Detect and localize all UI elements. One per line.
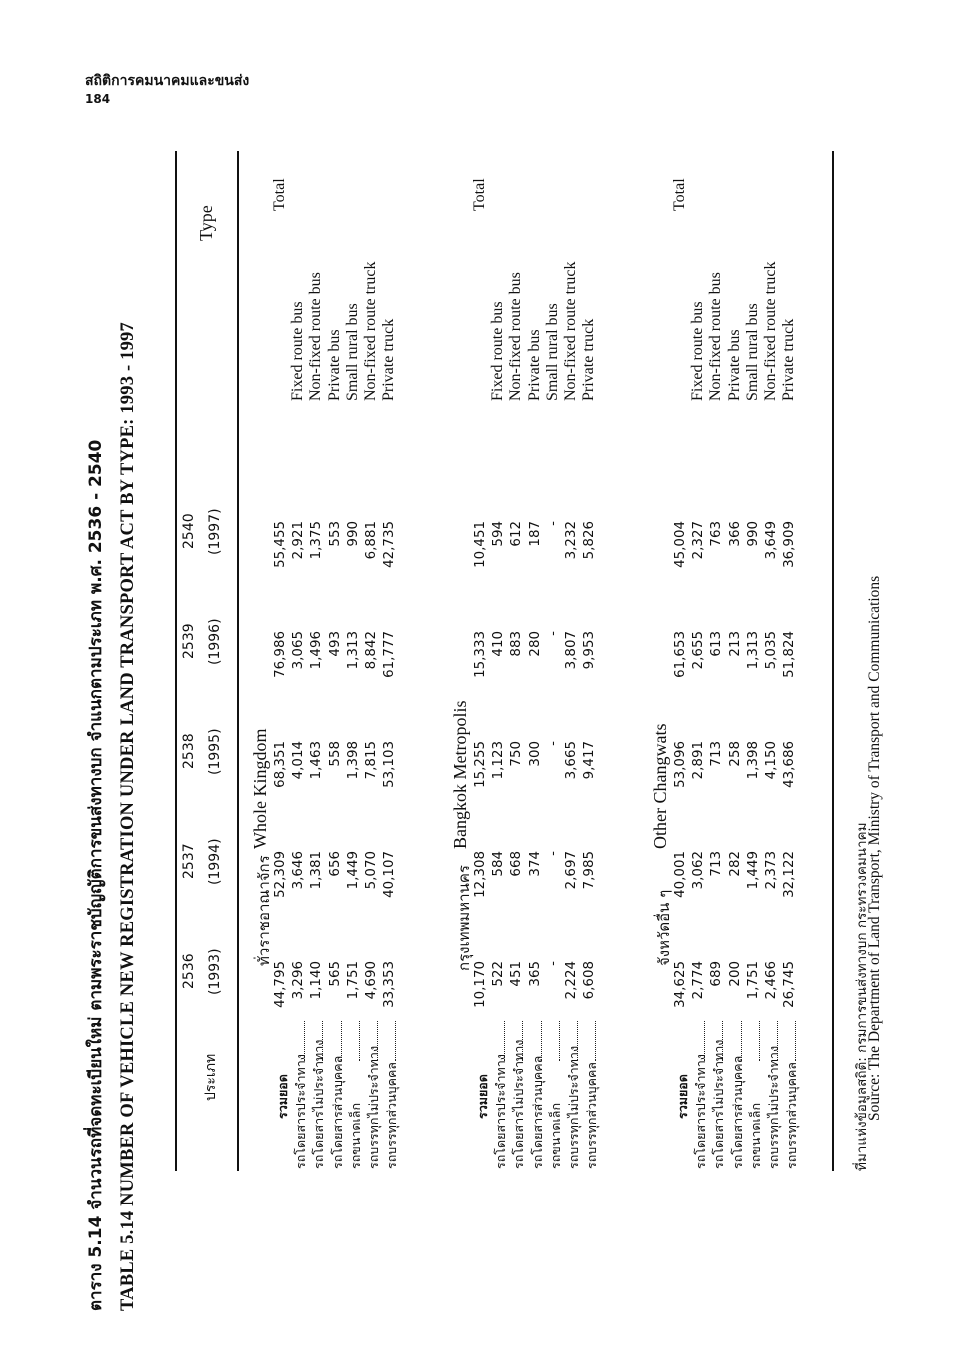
table-cell: 1,313 [345, 631, 361, 670]
leader-dots [395, 1021, 396, 1061]
table-cell: 2,327 [691, 521, 707, 560]
year-header-th: 2540 [181, 513, 197, 549]
row-label-english: Total [471, 178, 488, 211]
row-label-english: Total [271, 178, 288, 211]
table-cell: 366 [727, 521, 743, 547]
column-header-thai-type: ประเภท [203, 1053, 219, 1101]
leader-dots [759, 1021, 760, 1061]
table-cell: - [545, 631, 561, 636]
row-label-thai: รถบรรทุกไม่ประจำทาง [566, 1045, 581, 1169]
table-cell: 213 [727, 631, 743, 657]
table-cell: 8,842 [364, 631, 379, 670]
table-cell: 76,986 [273, 631, 288, 678]
table-cell: 451 [509, 961, 525, 987]
row-label-english: Non-fixed route bus [307, 272, 325, 401]
table-cell: 15,333 [473, 631, 488, 678]
row-label-english: Private bus [725, 329, 743, 401]
table-cell: 40,001 [673, 851, 688, 898]
column-header-english-type: Type [196, 205, 216, 241]
table-cell: 5,070 [364, 851, 379, 890]
leader-dots [795, 1021, 796, 1061]
row-label-thai: รถบรรทุกส่วนบุคคล [384, 1062, 400, 1169]
table-cell: 4,150 [764, 741, 779, 780]
table-cell: 61,777 [382, 631, 398, 678]
row-label-english: Non-fixed route truck [762, 261, 779, 401]
row-label-thai: รวมยอด [275, 1074, 290, 1119]
table-cell: 68,351 [273, 741, 288, 788]
table-cell: 1,751 [345, 961, 361, 1000]
row-label-english: Total [671, 178, 688, 211]
table-cell: 689 [709, 961, 725, 987]
leader-dots [341, 1021, 342, 1061]
table-cell: 2,373 [764, 851, 779, 890]
table-cell: 282 [727, 851, 743, 877]
row-label-english: Small rural bus [343, 303, 361, 401]
table-top-rule [175, 151, 177, 1171]
table-cell: 3,646 [291, 851, 307, 890]
table-bottom-rule [832, 151, 834, 1171]
table-cell: 53,096 [673, 741, 688, 788]
table-cell: 2,466 [764, 961, 779, 1000]
year-header-en: (1994) [207, 838, 223, 885]
table-cell: 1,751 [745, 961, 761, 1000]
table-cell: 1,375 [309, 521, 325, 560]
table-cell: 1,449 [345, 851, 361, 890]
table-cell: 1,463 [309, 741, 325, 780]
year-header-en: (1996) [207, 618, 223, 665]
table-title-thai: ตาราง 5.14 จำนวนรถที่จดทะเบียนใหม่ ตามพระราชบัญญัติการขนส่งทางบก จำแนกตามประเภท พ.ศ. 2536 - 2540 [86, 439, 106, 1311]
table-cell: 565 [327, 961, 343, 987]
row-label-thai: รถบรรทุกไม่ประจำทาง [366, 1045, 381, 1169]
row-label-english: Non-fixed route bus [707, 272, 725, 401]
table-cell: 52,309 [273, 851, 288, 898]
row-label-english: Fixed route bus [689, 301, 707, 401]
table-cell: 2,921 [291, 521, 307, 560]
table-cell: 40,107 [382, 851, 398, 898]
table-cell: 1,381 [309, 851, 325, 890]
table-cell: 2,891 [691, 741, 707, 780]
leader-dots [595, 1021, 596, 1061]
table-cell: 7,985 [582, 851, 598, 890]
leader-dots [377, 1021, 378, 1061]
row-label-thai: รถโดยสารส่วนบุคคล [329, 1055, 345, 1169]
table-cell: 6,608 [582, 961, 598, 1000]
row-label-english: Private truck [580, 318, 598, 401]
table-cell: 1,398 [345, 741, 361, 780]
table-cell: 750 [509, 741, 525, 767]
source-english: Source: The Department of Land Transport, Ministry of Transport and Communications [866, 575, 883, 1121]
row-label-english: Private bus [325, 329, 343, 401]
table-cell: 26,745 [782, 961, 798, 1008]
table-cell: 374 [527, 851, 543, 877]
table-cell: 3,807 [564, 631, 579, 670]
row-label-thai: รถบรรทุกไม่ประจำทาง [766, 1045, 781, 1169]
table-title-english: TABLE 5.14 NUMBER OF VEHICLE NEW REGISTRATION UNDER LAND TRANSPORT ACT BY TYPE: 1993 - 1997 [118, 322, 138, 1311]
table-cell: 258 [727, 741, 743, 767]
row-label-thai: รถโดยสารไม่ประจำทาง [511, 1039, 527, 1169]
year-header-en: (1995) [207, 728, 223, 775]
table-cell: 12,308 [473, 851, 488, 898]
table-cell: 883 [509, 631, 525, 657]
table-cell: 713 [709, 741, 725, 767]
row-label-english: Private truck [380, 318, 398, 401]
table-cell: 32,122 [782, 851, 798, 898]
year-header-th: 2536 [181, 953, 197, 989]
table-cell: 4,014 [291, 741, 307, 780]
table-cell: 280 [527, 631, 543, 657]
table-cell: 522 [491, 961, 507, 987]
table-cell: 5,826 [582, 521, 598, 560]
table-cell: 33,353 [382, 961, 398, 1008]
table-cell: 61,653 [673, 631, 688, 678]
table-header-rule [237, 151, 239, 1171]
leader-dots [722, 1021, 723, 1061]
table-cell: 45,004 [673, 521, 688, 568]
leader-dots [704, 1021, 705, 1061]
table-cell: 763 [709, 521, 725, 547]
row-label-english: Fixed route bus [289, 301, 307, 401]
table-cell: 3,296 [291, 961, 307, 1000]
table-cell: 3,665 [564, 741, 579, 780]
row-label-thai: รวมยอด [475, 1074, 490, 1119]
table-cell: 36,909 [782, 521, 798, 568]
table-cell: 187 [527, 521, 543, 547]
table-cell: 10,451 [473, 521, 488, 568]
page-number: 184 [85, 92, 111, 106]
year-header-th: 2538 [181, 733, 197, 769]
table-cell: 410 [491, 631, 507, 657]
row-label-english: Private bus [525, 329, 543, 401]
table-cell: - [545, 741, 561, 746]
table-cell: 10,170 [473, 961, 488, 1008]
table-cell: 1,140 [309, 961, 325, 1000]
page-header-title: สถิติการคมนาคมและขนส่ง [85, 73, 250, 89]
section-title-thai: จังหวัดอื่น ๆ [655, 889, 673, 966]
leader-dots [559, 1021, 560, 1061]
table-cell: 6,881 [364, 521, 379, 560]
row-label-thai: รถบรรทุกส่วนบุคคล [584, 1062, 600, 1169]
table-cell: - [545, 521, 561, 526]
section-title-english: Whole Kingdom [250, 728, 270, 849]
year-header-th: 2537 [181, 843, 197, 879]
leader-dots [359, 1021, 360, 1061]
row-label-thai: รถโดยสารประจำทาง [693, 1054, 709, 1169]
row-label-thai: รถโดยสารประจำทาง [493, 1054, 509, 1169]
table-cell: 2,655 [691, 631, 707, 670]
row-label-thai: รถโดยสารประจำทาง [293, 1054, 309, 1169]
table-cell: - [545, 961, 561, 966]
section-title-english: Other Changwats [650, 723, 670, 849]
table-cell: 553 [327, 521, 343, 547]
table-cell: 51,824 [782, 631, 798, 678]
table-cell: 493 [327, 631, 343, 657]
table-cell: 3,062 [691, 851, 707, 890]
table-cell: 612 [509, 521, 525, 547]
row-label-english: Private truck [780, 318, 798, 401]
table-cell: 3,065 [291, 631, 307, 670]
row-label-english: Fixed route bus [489, 301, 507, 401]
table-cell: 613 [709, 631, 725, 657]
table-cell: 558 [327, 741, 343, 767]
row-label-thai: รถโดยสารไม่ประจำทาง [311, 1039, 327, 1169]
row-label-thai: รวมยอด [675, 1074, 690, 1119]
table-cell: 1,123 [491, 741, 507, 780]
row-label-english: Non-fixed route bus [507, 272, 525, 401]
table-cell: 1,496 [309, 631, 325, 670]
table-cell: 668 [509, 851, 525, 877]
section-title-thai: กรุงเทพมหานคร [455, 865, 473, 971]
table-cell: 3,649 [764, 521, 779, 560]
table-cell: 584 [491, 851, 507, 877]
table-cell: 365 [527, 961, 543, 987]
table-cell: 656 [327, 851, 343, 877]
table-cell: 15,255 [473, 741, 488, 788]
table-cell: 2,224 [564, 961, 579, 1000]
row-label-thai: รถบรรทุกส่วนบุคคล [784, 1062, 800, 1169]
year-header-en: (1997) [207, 508, 223, 555]
table-cell: 300 [527, 741, 543, 767]
source-thai: ที่มาแห่งข้อมูลสถิติ: กรมการขนส่งทางบก กระทรวงคมนาคม [854, 822, 870, 1171]
year-header-en: (1993) [207, 948, 223, 995]
leader-dots [504, 1021, 505, 1061]
table-cell: 2,697 [564, 851, 579, 890]
table-cell: 44,795 [273, 961, 288, 1008]
table-cell: 43,686 [782, 741, 798, 788]
table-cell: 2,774 [691, 961, 707, 1000]
table-cell: 990 [745, 521, 761, 547]
row-label-thai: รถขนาดเล็ก [347, 1102, 363, 1169]
leader-dots [741, 1021, 742, 1061]
table-cell: 1,449 [745, 851, 761, 890]
leader-dots [322, 1021, 323, 1061]
year-header-th: 2539 [181, 623, 197, 659]
table-cell: 200 [727, 961, 743, 987]
table-cell: 9,417 [582, 741, 598, 780]
table-cell: 1,313 [745, 631, 761, 670]
row-label-thai: รถขนาดเล็ก [747, 1102, 763, 1169]
leader-dots [541, 1021, 542, 1061]
leader-dots [777, 1021, 778, 1061]
row-label-thai: รถโดยสารส่วนบุคคล [729, 1055, 745, 1169]
leader-dots [522, 1021, 523, 1061]
row-label-english: Non-fixed route truck [362, 261, 379, 401]
table-cell: 3,232 [564, 521, 579, 560]
row-label-english: Non-fixed route truck [562, 261, 579, 401]
table-cell: 594 [491, 521, 507, 547]
table-cell: 55,455 [273, 521, 288, 568]
section-title-english: Bangkok Metropolis [450, 700, 470, 849]
table-cell: 713 [709, 851, 725, 877]
row-label-thai: รถขนาดเล็ก [547, 1102, 563, 1169]
row-label-english: Small rural bus [743, 303, 761, 401]
table-cell: 5,035 [764, 631, 779, 670]
leader-dots [577, 1021, 578, 1061]
table-cell: 990 [345, 521, 361, 547]
table-cell: 7,815 [364, 741, 379, 780]
section-title-thai: ทั่วราชอาณาจักร [255, 855, 273, 966]
table-cell: 34,625 [673, 961, 688, 1008]
row-label-thai: รถโดยสารไม่ประจำทาง [711, 1039, 727, 1169]
leader-dots [304, 1021, 305, 1061]
row-label-thai: รถโดยสารส่วนบุคคล [529, 1055, 545, 1169]
table-cell: 42,735 [382, 521, 398, 568]
table-cell: 53,103 [382, 741, 398, 788]
table-cell: - [545, 851, 561, 856]
table-cell: 1,398 [745, 741, 761, 780]
table-cell: 4,690 [364, 961, 379, 1000]
table-cell: 9,953 [582, 631, 598, 670]
row-label-english: Small rural bus [543, 303, 561, 401]
